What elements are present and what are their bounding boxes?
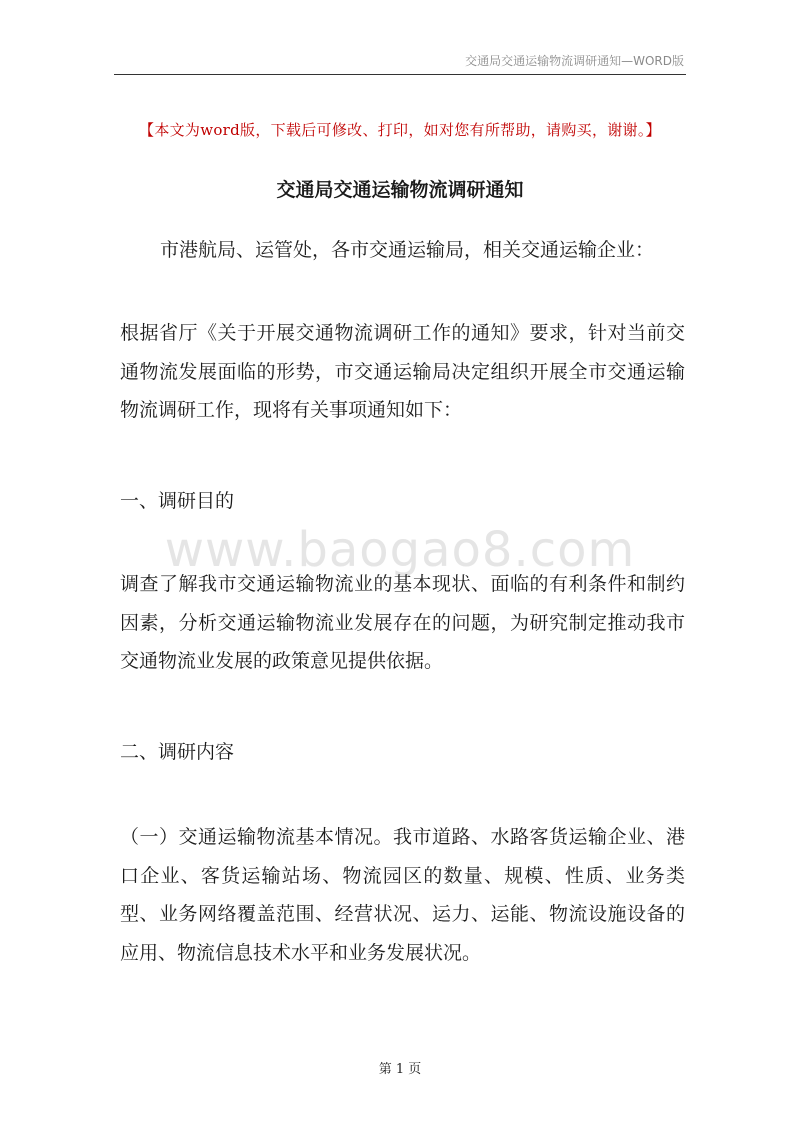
page-header-text: 交通局交通运输物流调研通知—WORD版 [465, 54, 684, 68]
header-divider [114, 74, 686, 75]
salutation: 市港航局、运管处，各市交通运输局，相关交通运输企业： [160, 239, 655, 261]
page-number: 第 1 页 [378, 1062, 422, 1077]
document-title: 交通局交通运输物流调研通知 [276, 179, 524, 201]
section-heading-purpose: 一、调研目的 [120, 490, 235, 512]
promo-banner: 【本文为word版，下载后可修改、打印，如对您有所帮助，请购买，谢谢。】 [139, 121, 661, 139]
intro-paragraph: 根据省厅《关于开展交通物流调研工作的通知》要求，针对当前交通物流发展面临的形势，市交通运输局决定组织开展全市交通运输物流调研工作，现将有关事项通知如下： [120, 322, 685, 421]
watermark: www.baogao8.com [164, 522, 636, 578]
section-heading-content: 二、调研内容 [120, 741, 235, 763]
purpose-paragraph: 调查了解我市交通运输物流业的基本现状、面临的有利条件和制约因素，分析交通运输物流业发展存在的问题，为研究制定推动我市交通物流业发展的政策意见提供依据。 [120, 573, 685, 672]
content-item-1: （一）交通运输物流基本情况。我市道路、水路客货运输企业、港口企业、客货运输站场、物流园区的数量、规模、性质、业务类型、业务网络覆盖范围、经营状况、运力、运能、物流设施设备的应用、物流信息技术水平和业务发展状况。 [120, 826, 685, 964]
